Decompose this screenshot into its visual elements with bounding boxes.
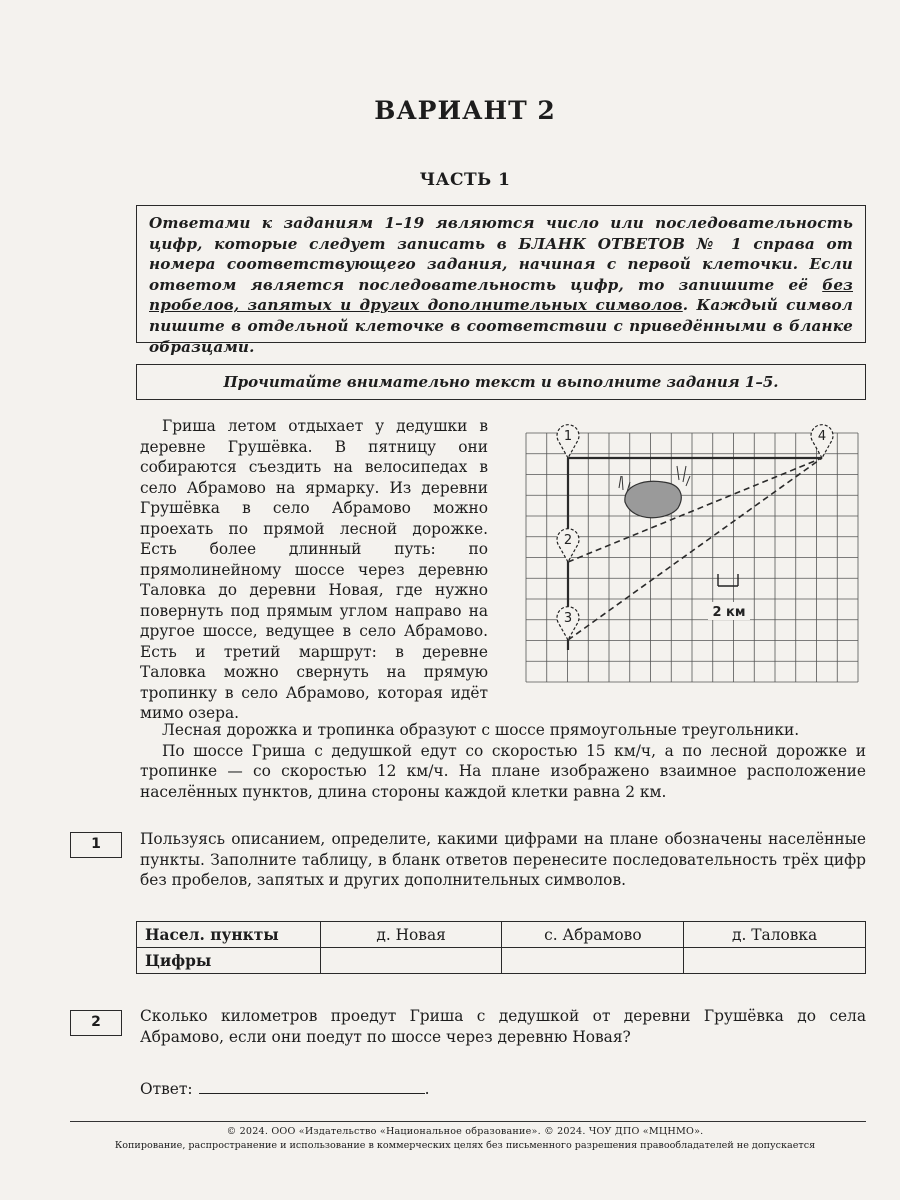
village-map bbox=[523, 424, 868, 690]
story-paragraph-3: По шоссе Гриша с дедушкой едут со скоростью 15 км/ч, а по лесной дорожке и тропинке — со скоростью 12 км/ч. На плане изображено взаимное расположение населённых пунктов, длина стороны каждой клетки равна 2 км. bbox=[140, 741, 866, 801]
instructions-text-start: Ответами к заданиям 1–19 являются число или последовательность цифр, которые следует записать в БЛАНК ОТВЕТОВ № 1 справа от номера соответствующего задания, начиная с первой клеточки. Если ответом является последовательность цифр, то запишите её bbox=[149, 214, 853, 294]
variant-title: ВАРИАНТ 2 bbox=[374, 96, 556, 125]
task-2-number: 2 bbox=[70, 1010, 122, 1036]
instructions-box bbox=[136, 205, 866, 356]
marker-4 bbox=[811, 425, 833, 458]
digit-cell-novaya[interactable] bbox=[320, 948, 502, 974]
table-cell-novaya: д. Новая bbox=[320, 922, 502, 948]
part-heading: ЧАСТЬ 1 bbox=[419, 170, 511, 190]
marker-1-label: 1 bbox=[563, 429, 573, 444]
story-paragraph-1: Гриша летом отдыхает у дедушки в деревне Грушёвка. В пятницу они собираются съездить на велосипедах в село Абрамово на ярмарку. Из деревни Грушёвка в село Абрамово можно проехать по прямой лесной дорожке. Есть более длинный путь: по прямолинейному шоссе через деревню Таловка до деревни Новая, где нужно повернуть под прямым углом направо на другое шоссе, ведущее в село Абрамово. Есть и третий маршрут: в деревне Таловка можно свернуть на прямую тропинку в село Абрамово, которая идёт мимо озера. bbox=[140, 417, 488, 722]
answer-label: Ответ: bbox=[140, 1080, 193, 1098]
instructions-text bbox=[149, 213, 853, 357]
settlements-table bbox=[136, 921, 866, 974]
story-text bbox=[140, 416, 488, 724]
digit-cell-abramovo[interactable] bbox=[502, 948, 684, 974]
digit-cell-talovka[interactable] bbox=[684, 948, 866, 974]
table-cell-talovka: д. Таловка bbox=[684, 922, 866, 948]
marker-3 bbox=[557, 607, 579, 640]
table-header-settlements: Насел. пункты bbox=[137, 922, 321, 948]
marker-1 bbox=[557, 425, 579, 458]
answer-field[interactable] bbox=[199, 1078, 425, 1094]
read-prompt-box bbox=[136, 364, 866, 400]
scale-label: 2 км bbox=[712, 605, 746, 620]
table-row bbox=[137, 948, 866, 974]
answer-suffix: . bbox=[424, 1080, 430, 1098]
table-header-digits: Цифры bbox=[137, 948, 321, 974]
copyright-line: © 2024. ООО «Издательство «Национальное образование». © 2024. ЧОУ ДПО «МЦНМО». bbox=[226, 1126, 704, 1137]
scale-bar bbox=[708, 574, 750, 620]
roads bbox=[568, 458, 822, 650]
read-prompt-text: Прочитайте внимательно текст и выполните задания 1–5. bbox=[223, 373, 779, 391]
task-2-text: Сколько километров проедут Гриша с дедушкой от деревни Грушёвка до села Абрамово, если они поедут по шоссе через деревню Новая? bbox=[140, 1007, 866, 1046]
table-row bbox=[137, 922, 866, 948]
copyright-notice: Копирование, распространение и использование в коммерческих целях без письменного разрешения правообладателей не допускается bbox=[114, 1140, 816, 1151]
task-1-text: Пользуясь описанием, определите, какими цифрами на плане обозначены населённые пункты. Заполните таблицу, в бланк ответов перенесите последовательность трёх цифр без пробелов, запятых и других дополнительных символов. bbox=[140, 830, 866, 889]
marker-4-label: 4 bbox=[817, 429, 827, 444]
answer-line bbox=[140, 1078, 430, 1098]
forest-road bbox=[568, 458, 822, 562]
instructions-text-underlined: без пробелов, запятых и других дополнительных символов bbox=[149, 275, 853, 315]
marker-2-label: 2 bbox=[563, 533, 573, 548]
story-paragraph-2: Лесная дорожка и тропинка образуют с шоссе прямоугольные треугольники. bbox=[162, 721, 800, 739]
footer-divider bbox=[70, 1121, 866, 1122]
marker-3-label: 3 bbox=[563, 611, 573, 626]
footpath bbox=[568, 458, 822, 640]
map-grid bbox=[526, 433, 858, 682]
task-1-number: 1 bbox=[70, 832, 122, 858]
table-cell-abramovo: с. Абрамово bbox=[502, 922, 684, 948]
marker-2 bbox=[557, 529, 579, 562]
story-continuation bbox=[140, 720, 866, 802]
instructions-text-end: . Каждый символ пишите в отдельной клеточке в соответствии с приведёнными в бланке образцами. bbox=[149, 296, 853, 356]
